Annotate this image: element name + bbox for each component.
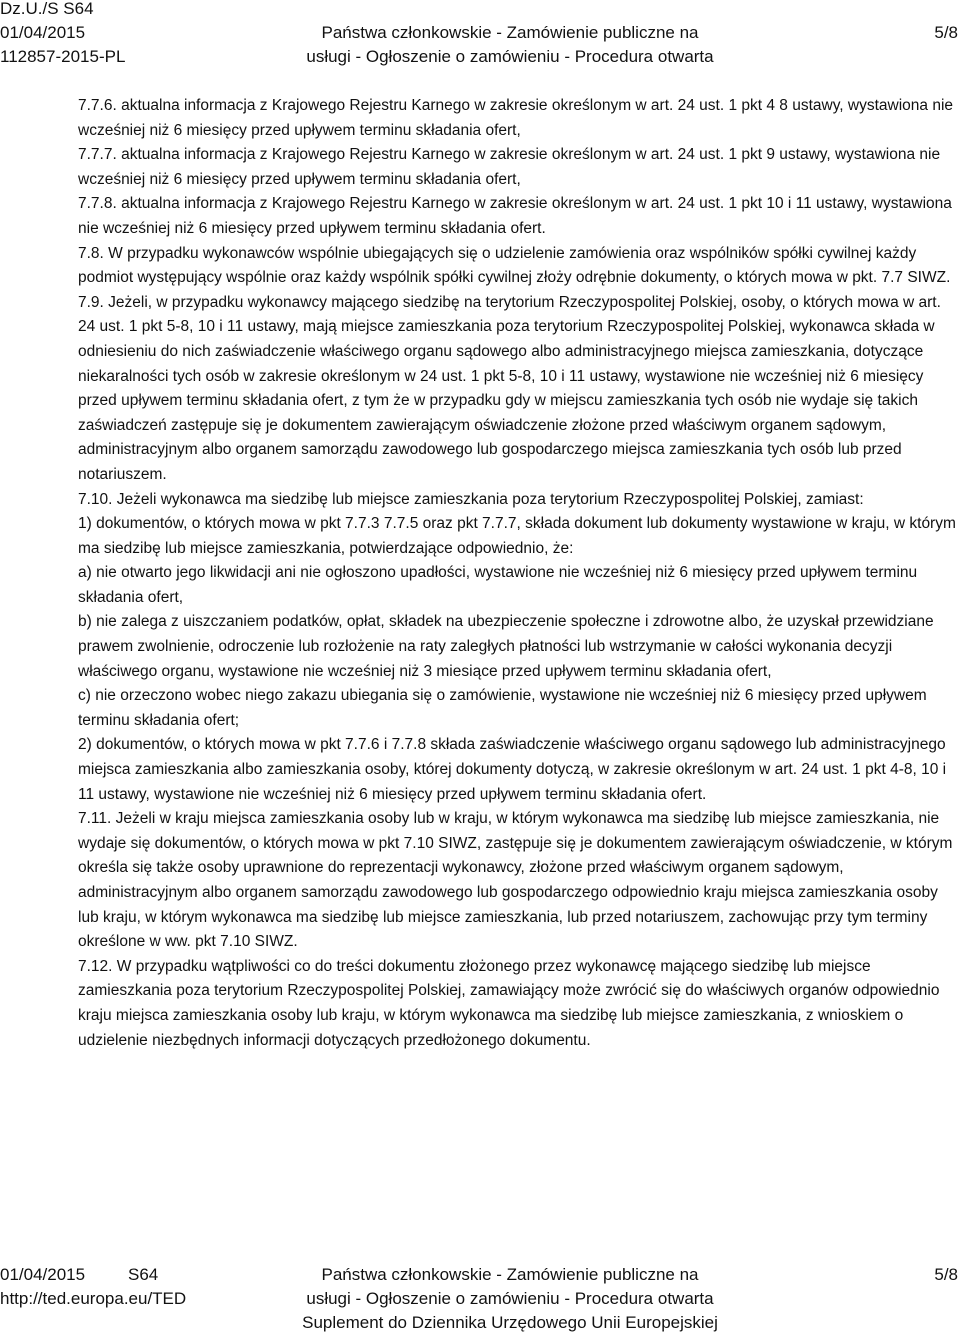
- paragraph-7-10-item-1: 1) dokumentów, o których mowa w pkt 7.7.3 7.7.5 oraz pkt 7.7.7, składa dokument lub dokumenty wystawione w kraju, w którym ma siedzibę lub miejsce zamieszkania, potwierdzające odpowiednio, że:: [78, 515, 956, 557]
- footer-title-line-2: usługi - Ogłoszenie o zamówieniu - Procedura otwarta: [306, 1289, 714, 1308]
- paragraph-7-7-8: 7.7.8. aktualna informacja z Krajowego Rejestru Karnego w zakresie określonym w art. 24 ust. 1 pkt 10 i 11 ustawy, wystawiona nie wcześniej niż 6 miesięcy przed upływem terminu składania ofert.: [78, 195, 952, 237]
- paragraph-7-12: 7.12. W przypadku wątpliwości co do treści dokumentu złożonego przez wykonawcę mającego siedzibę lub miejsce zamieszkania poza terytorium Rzeczypospolitej Polskiej, zamawiający może zwrócić się do właściwych organów odpowiednio kraju miejsca zamieszkania osoby lub kraju, w którym wykonawca ma siedzibę lub miejsce zamieszkania, z wnioskiem o udzielenie niezbędnych informacji dotyczących przedłożonego dokumentu.: [78, 957, 940, 1049]
- paragraph-7-10-item-c: c) nie orzeczono wobec niego zakazu ubiegania się o zamówienie, wystawione nie wcześniej niż 6 miesięcy przed upływem terminu składania ofert;: [78, 687, 927, 729]
- footer-page-number: 5/8: [934, 1265, 958, 1284]
- paragraph-7-11: 7.11. Jeżeli w kraju miejsca zamieszkania osoby lub w kraju, w którym wykonawca ma siedzibę lub miejsce zamieszkania, nie wydaje się dokumentów, o których mowa w pkt 7.10 SIWZ, zastępuje się je dokumentem zawierającym oświadczenie, w którym określa się także osoby uprawnione do reprezentacji wykonawcy, złożone przed właściwym organem sądowym, administracyjnym albo organem samorządu zawodowego lub gospodarczego odpowiednio kraju miejsca zamieszkania osoby lub kraju, w którym wykonawca ma siedzibę lub miejsce zamieszkania, lub przed notariuszem, zachowując przy tym terminy określone w ww. pkt 7.10 SIWZ.: [78, 810, 953, 951]
- paragraph-7-10-item-a: a) nie otwarto jego likwidacji ani nie ogłoszono upadłości, wystawione nie wcześniej niż 6 miesięcy przed upływem terminu składania ofert,: [78, 564, 918, 606]
- header-title-line-2: usługi - Ogłoszenie o zamówieniu - Procedura otwarta: [306, 47, 714, 66]
- journal-reference: Dz.U./S S64: [0, 0, 94, 18]
- header-title-line-1: Państwa członkowskie - Zamówienie publiczne na: [321, 23, 699, 42]
- footer-url-link[interactable]: http://ted.europa.eu/TED: [0, 1289, 187, 1308]
- footer-series: S64: [128, 1265, 159, 1284]
- header-date: 01/04/2015: [0, 23, 86, 42]
- paragraph-7-10-item-2: 2) dokumentów, o których mowa w pkt 7.7.6 i 7.7.8 składa zaświadczenie właściwego organu sądowego lub administracyjnego miejsca zamieszkania albo zamieszkania osoby, której dokumenty dotyczą, w zakresie określonym w art. 24 ust. 1 pkt 4-8, 10 i 11 ustawy, wystawione nie wcześniej niż 6 miesięcy przed upływem terminu składania ofert.: [78, 736, 947, 803]
- paragraph-7-10-item-b: b) nie zalega z uiszczaniem podatków, opłat, składek na ubezpieczenie społeczne i zdrowotne albo, że uzyskał przewidziane prawem zwolnienie, odroczenie lub rozłożenie na raty zaległych płatności lub wstrzymanie w całości wykonania decyzji właściwego organu, wystawione nie wcześniej niż 3 miesiące przed upływem terminu składania ofert,: [78, 613, 934, 680]
- footer-date: 01/04/2015: [0, 1265, 86, 1284]
- paragraph-7-10: 7.10. Jeżeli wykonawca ma siedzibę lub miejsce zamieszkania poza terytorium Rzeczypospolitej Polskiej, zamiast:: [78, 490, 864, 508]
- paragraph-7-7-6: 7.7.6. aktualna informacja z Krajowego Rejestru Karnego w zakresie określonym w art. 24 ust. 1 pkt 4 8 ustawy, wystawiona nie wcześniej niż 6 miesięcy przed upływem terminu składania ofert,: [78, 97, 954, 139]
- document-number: 112857-2015-PL: [0, 47, 126, 66]
- document-body: [78, 94, 958, 1053]
- footer-supplement-title: Suplement do Dziennika Urzędowego Unii Europejskiej: [302, 1313, 718, 1332]
- header-page-number: 5/8: [934, 23, 958, 42]
- paragraph-7-9: 7.9. Jeżeli, w przypadku wykonawcy mającego siedzibę na terytorium Rzeczypospolitej Polskiej, osoby, o których mowa w art. 24 ust. 1 pkt 5-8, 10 i 11 ustawy, mają miejsce zamieszkania poza terytorium Rzeczypospolitej Polskiej, wykonawca składa w odniesieniu do nich zaświadczenie właściwego organu sądowego albo administracyjnego miejsca zamieszkania, dotyczące niekaralności tych osób w zakresie określonym w 24 ust. 1 pkt 5-8, 10 i 11 ustawy, wystawione nie wcześniej niż 6 miesięcy przed upływem terminu składania ofert, z tym że w przypadku gdy w miejscu zamieszkania tych osób nie wydaje się takich zaświadczeń zastępuje się je dokumentem zawierającym oświadczenie złożone przed właściwym organem sądowym, administracyjnym albo organem samorządu zawodowego lub gospodarczego miejsca zamieszkania tych osób lub przed notariuszem.: [78, 293, 941, 483]
- paragraph-7-7-7: 7.7.7. aktualna informacja z Krajowego Rejestru Karnego w zakresie określonym w art. 24 ust. 1 pkt 9 ustawy, wystawiona nie wcześniej niż 6 miesięcy przed upływem terminu składania ofert,: [78, 146, 941, 188]
- footer-title-line-1: Państwa członkowskie - Zamówienie publiczne na: [321, 1265, 699, 1284]
- paragraph-7-8: 7.8. W przypadku wykonawców wspólnie ubiegających się o udzielenie zamówienia oraz wspólników spółki cywilnej każdy podmiot występujący wspólnie oraz każdy wspólnik spółki cywilnej złoży odrębnie dokumenty, o których mowa w pkt. 7.7 SIWZ.: [78, 244, 951, 287]
